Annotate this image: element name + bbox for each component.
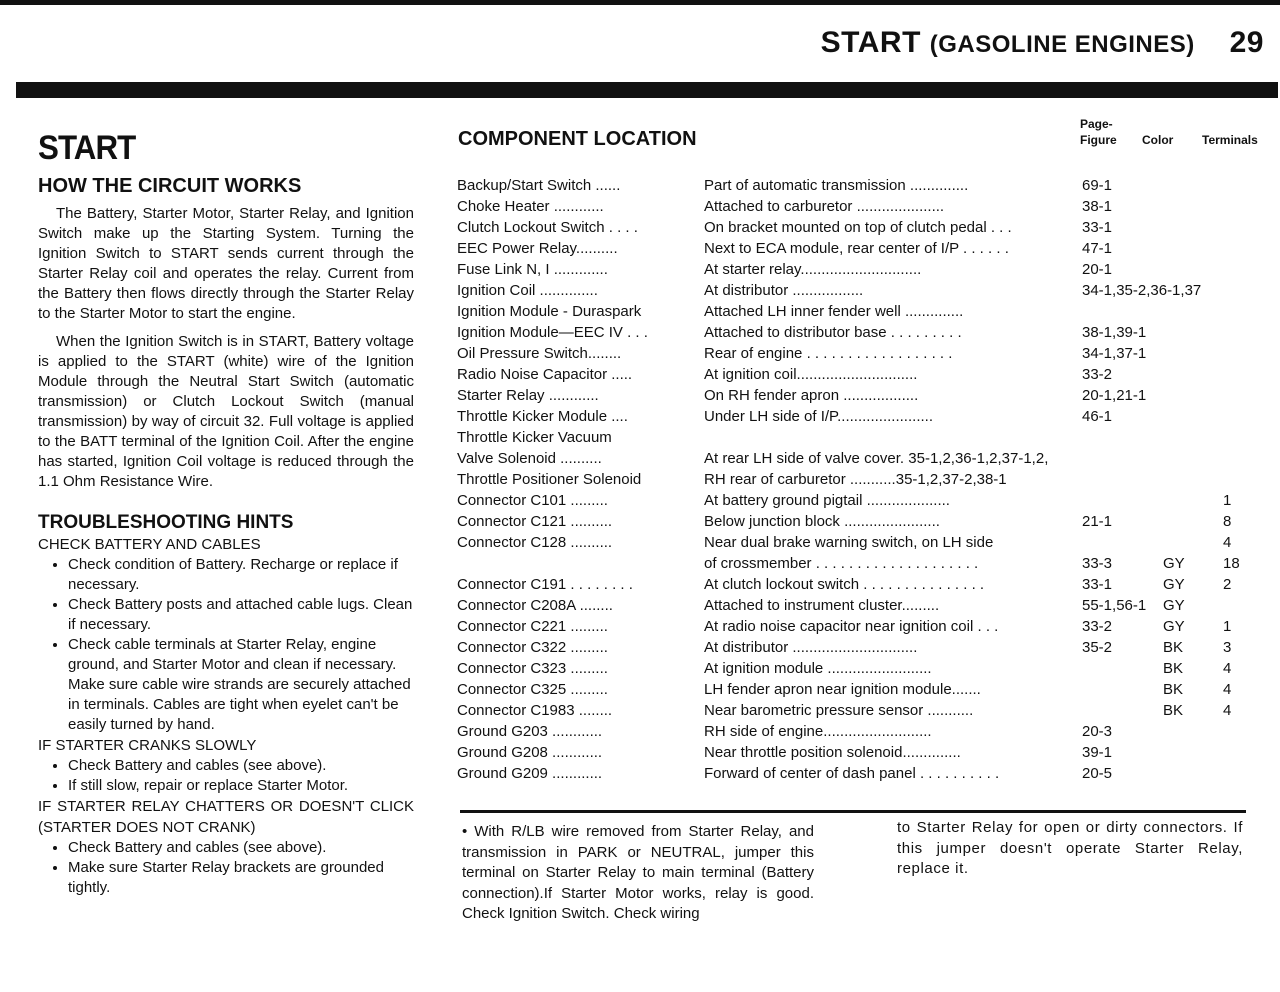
- component-figure: 47-1: [1082, 240, 1113, 257]
- component-color: GY: [1163, 597, 1185, 614]
- table-row: [457, 282, 1272, 303]
- table-row: [457, 660, 1272, 681]
- component-name: Radio Noise Capacitor .....: [457, 366, 633, 383]
- table-row: [457, 555, 1272, 576]
- bullets-cranks-slowly: [38, 756, 414, 796]
- table-row: [457, 681, 1272, 702]
- bullet-item: • Check cable terminals at Starter Relay, engine ground, and Starter Motor and clean if necessary. Make sure cable wire strands are securely attached in terminals. Cables are tight when eyelet can't be easily turned by hand.: [68, 635, 414, 735]
- caption-relay-chatters: IF STARTER RELAY CHATTERS OR DOESN'T CLICK (STARTER DOES NOT CRANK): [38, 798, 414, 836]
- header-title: START: [820, 26, 921, 59]
- table-row: [457, 387, 1272, 408]
- component-name: Ground G208 ............: [457, 744, 603, 761]
- component-color: BK: [1163, 660, 1184, 677]
- component-terminals: 4: [1223, 534, 1232, 551]
- component-name: Ignition Coil ..............: [457, 282, 598, 299]
- bullet-item: • Check Battery posts and attached cable lugs. Clean if necessary.: [68, 595, 414, 635]
- component-figure: 34-1,35-2,36-1,37: [1082, 282, 1202, 299]
- bullet-item: • If still slow, repair or replace Starter Motor.: [68, 776, 414, 796]
- component-name: Connector C128 ..........: [457, 534, 613, 551]
- table-row: [457, 723, 1272, 744]
- component-location: RH side of engine..........................: [704, 723, 932, 740]
- component-figure: 69-1: [1082, 177, 1113, 194]
- component-figure: 35-2: [1082, 639, 1113, 656]
- component-figure: 34-1,37-1: [1082, 345, 1147, 362]
- component-location: At rear LH side of valve cover. 35-1,2,36-1,2,37-1,2,: [704, 450, 1049, 467]
- component-location: Part of automatic transmission ..............: [704, 177, 969, 194]
- table-row: [457, 219, 1272, 240]
- component-terminals: 4: [1223, 660, 1232, 677]
- component-location: Forward of center of dash panel . . . . . . . . . .: [704, 765, 1000, 782]
- table-row: [457, 534, 1272, 555]
- component-figure: 33-2: [1082, 366, 1113, 383]
- component-name: EEC Power Relay..........: [457, 240, 618, 257]
- component-location-title: COMPONENT LOCATION: [458, 128, 697, 150]
- table-row: [457, 492, 1272, 513]
- component-terminals: 4: [1223, 681, 1232, 698]
- bullet-item: • Check Battery and cables (see above).: [68, 756, 414, 776]
- component-name: Connector C101 .........: [457, 492, 608, 509]
- how-paragraph-2: When the Ignition Switch is in START, Battery voltage is applied to the START (white) wire of the Ignition Module through the Neutral Start Switch (automatic transmission) or Clutch Lockout Switch (manual transmission) by way of circuit 32. Full voltage is applied to the BATT terminal of the Ignition Coil. After the engine has started, Ignition Coil voltage is reduced through the 1.1 Ohm Resistance Wire.: [38, 333, 414, 490]
- component-location: At clutch lockout switch . . . . . . . . . . . . . . .: [704, 576, 985, 593]
- component-color: GY: [1163, 576, 1185, 593]
- col-head-color: Color: [1142, 133, 1174, 147]
- component-figure: 38-1: [1082, 198, 1113, 215]
- component-location: At battery ground pigtail ....................: [704, 492, 950, 509]
- component-color: BK: [1163, 681, 1184, 698]
- notes-divider: [460, 810, 1246, 813]
- table-row: [457, 513, 1272, 534]
- component-location: Below junction block .......................: [704, 513, 940, 530]
- table-row: [457, 240, 1272, 261]
- component-name: Connector C322 .........: [457, 639, 608, 656]
- component-terminals: 1: [1223, 618, 1232, 635]
- component-terminals: 1: [1223, 492, 1232, 509]
- component-table: [457, 177, 1272, 786]
- component-location: Under LH side of I/P.......................: [704, 408, 933, 425]
- component-name: Ground G209 ............: [457, 765, 603, 782]
- component-name: Connector C323 .........: [457, 660, 608, 677]
- bullets-relay-chatters: [38, 838, 414, 898]
- component-color: BK: [1163, 702, 1184, 719]
- component-location: Next to ECA module, rear center of I/P . . . . . .: [704, 240, 1009, 257]
- component-location: Rear of engine . . . . . . . . . . . . . . . . . .: [704, 345, 953, 362]
- component-name: Ground G203 ............: [457, 723, 603, 740]
- component-name: Choke Heater ............: [457, 198, 604, 215]
- table-row: [457, 576, 1272, 597]
- component-location: At radio noise capacitor near ignition coil . . .: [704, 618, 999, 635]
- component-name: Connector C1983 ........: [457, 702, 613, 719]
- component-name: Connector C221 .........: [457, 618, 608, 635]
- table-row: [457, 345, 1272, 366]
- component-terminals: 3: [1223, 639, 1232, 656]
- bullet-item: • Make sure Starter Relay brackets are grounded tightly.: [68, 858, 414, 898]
- bullet-item: • Check Battery and cables (see above).: [68, 838, 414, 858]
- component-location: Near barometric pressure sensor ...........: [704, 702, 974, 719]
- top-border-line: [0, 0, 1280, 5]
- component-terminals: 2: [1223, 576, 1232, 593]
- table-row: [457, 639, 1272, 660]
- troubleshooting-heading: TROUBLESHOOTING HINTS: [38, 512, 294, 533]
- section-title: START: [38, 129, 136, 167]
- component-name: Starter Relay ............: [457, 387, 599, 404]
- header-subtitle: (GASOLINE ENGINES): [929, 31, 1195, 58]
- note-right: to Starter Relay for open or dirty connectors. If this jumper doesn't operate Starter Relay, replace it.: [897, 819, 1243, 877]
- component-color: GY: [1163, 555, 1185, 572]
- component-name: Clutch Lockout Switch . . . .: [457, 219, 638, 236]
- component-name: Connector C208A ........: [457, 597, 613, 614]
- how-paragraph-1: The Battery, Starter Motor, Starter Relay, and Ignition Switch make up the Starting System. Turning the Ignition Switch to START sends current through the Starter Relay coil and operates the relay. Current from the Battery then flows directly through the Starter Relay to the Starter Motor to start the engine.: [38, 205, 414, 322]
- component-location: At starter relay.............................: [704, 261, 922, 278]
- component-terminals: 8: [1223, 513, 1232, 530]
- how-heading: HOW THE CIRCUIT WORKS: [38, 175, 302, 197]
- table-row: [457, 471, 1272, 492]
- component-location: On RH fender apron ..................: [704, 387, 919, 404]
- left-column: [38, 128, 414, 898]
- component-location: of crossmember . . . . . . . . . . . . . . . . . . . .: [704, 555, 979, 572]
- component-location: At distributor .................: [704, 282, 864, 299]
- bullet-item: • Check condition of Battery. Recharge or replace if necessary.: [68, 555, 414, 595]
- component-name: Ignition Module—EEC IV . . .: [457, 324, 648, 341]
- component-name: Connector C191 . . . . . . . .: [457, 576, 633, 593]
- col-head-page-figure: Page- Figure: [1080, 117, 1117, 147]
- component-terminals: 4: [1223, 702, 1232, 719]
- component-name: Throttle Kicker Vacuum: [457, 429, 612, 446]
- table-row: [457, 366, 1272, 387]
- component-figure: 33-3: [1082, 555, 1113, 572]
- component-figure: 38-1,39-1: [1082, 324, 1147, 341]
- component-figure: 46-1: [1082, 408, 1113, 425]
- header-bar: [16, 82, 1278, 98]
- component-figure: 20-5: [1082, 765, 1113, 782]
- component-name: Oil Pressure Switch........: [457, 345, 622, 362]
- page-number: 29: [1229, 26, 1264, 59]
- table-row: [457, 702, 1272, 723]
- running-header: [821, 26, 1264, 60]
- component-name: Connector C325 .........: [457, 681, 608, 698]
- component-name: Fuse Link N, I .............: [457, 261, 608, 278]
- component-color: BK: [1163, 639, 1184, 656]
- component-location: RH rear of carburetor ...........35-1,2,37-2,38-1: [704, 471, 1007, 488]
- component-figure: 21-1: [1082, 513, 1113, 530]
- component-location: At ignition module .........................: [704, 660, 932, 677]
- component-name: Connector C121 ..........: [457, 513, 613, 530]
- table-row: [457, 408, 1272, 429]
- component-terminals: 18: [1223, 555, 1240, 572]
- component-location: Attached to instrument cluster.........: [704, 597, 940, 614]
- table-row: [457, 765, 1272, 786]
- component-location: Near throttle position solenoid..............: [704, 744, 961, 761]
- component-figure: 33-1: [1082, 219, 1113, 236]
- table-row: [457, 450, 1272, 471]
- component-figure: 55-1,56-1: [1082, 597, 1147, 614]
- caption-cranks-slowly: IF STARTER CRANKS SLOWLY: [38, 737, 257, 754]
- component-name: Throttle Kicker Module ....: [457, 408, 628, 425]
- component-name: Ignition Module - Duraspark: [457, 303, 642, 320]
- table-row: [457, 324, 1272, 345]
- bullets-battery-cables: [38, 555, 414, 735]
- component-figure: 39-1: [1082, 744, 1113, 761]
- table-row: [457, 261, 1272, 282]
- component-figure: 33-1: [1082, 576, 1113, 593]
- table-row: [457, 198, 1272, 219]
- component-color: GY: [1163, 618, 1185, 635]
- component-location: At distributor ..............................: [704, 639, 918, 656]
- caption-battery-cables: CHECK BATTERY AND CABLES: [38, 536, 261, 553]
- component-figure: 20-1: [1082, 261, 1113, 278]
- component-location: Attached to distributor base . . . . . . . . .: [704, 324, 962, 341]
- table-row: [457, 177, 1272, 198]
- component-location: At ignition coil.............................: [704, 366, 918, 383]
- component-name: Valve Solenoid ..........: [457, 450, 602, 467]
- component-figure: 20-3: [1082, 723, 1113, 740]
- note-left: • With R/LB wire removed from Starter Relay, and transmission in PARK or NEUTRAL, jumper this terminal on Starter Relay to main terminal (Battery connection).If Starter Motor works, relay is good. Check Ignition Switch. Check wiring: [462, 823, 814, 922]
- table-row: [457, 303, 1272, 324]
- table-row: [457, 429, 1272, 450]
- component-name: Throttle Positioner Solenoid: [457, 471, 642, 488]
- table-row: [457, 597, 1272, 618]
- component-figure: 20-1,21-1: [1082, 387, 1147, 404]
- component-location: LH fender apron near ignition module.......: [704, 681, 981, 698]
- component-location: On bracket mounted on top of clutch pedal . . .: [704, 219, 1012, 236]
- component-name: Backup/Start Switch ......: [457, 177, 621, 194]
- component-figure: 33-2: [1082, 618, 1113, 635]
- col-head-terminals: Terminals: [1202, 133, 1258, 147]
- table-row: [457, 744, 1272, 765]
- component-location: Attached to carburetor .....................: [704, 198, 945, 215]
- component-location: Near dual brake warning switch, on LH side: [704, 534, 994, 551]
- table-row: [457, 618, 1272, 639]
- component-location: Attached LH inner fender well ..............: [704, 303, 964, 320]
